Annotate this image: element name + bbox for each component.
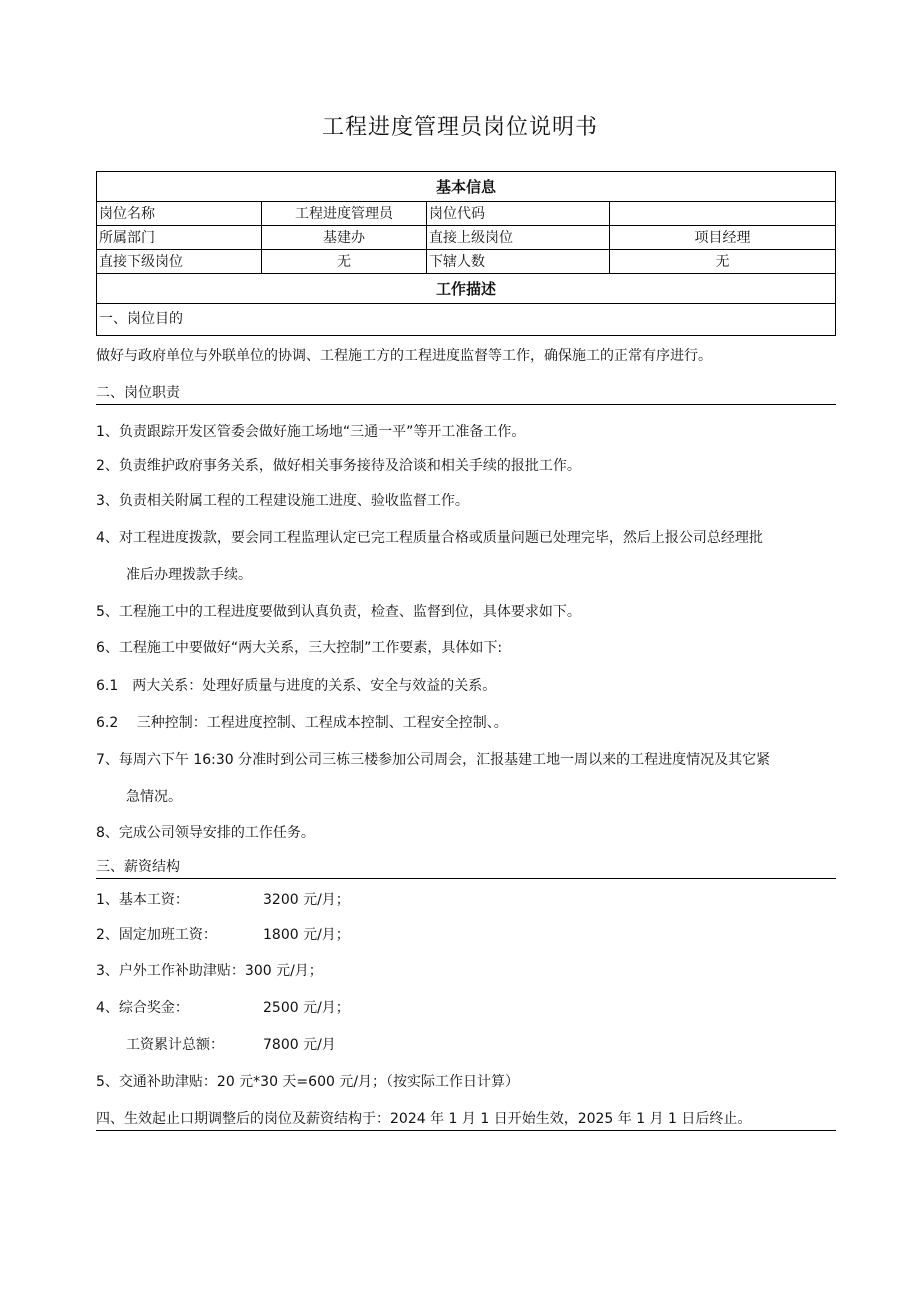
list-item: 8、完成公司领导安排的工作任务。 xyxy=(96,825,315,841)
list-item: 4、对工程进度拨款，要会同工程监理认定已完工程质量合格或质量问题已处理完毕，然后上报公司总经理批 xyxy=(96,530,763,546)
salary-item-label: 2、固定加班工资： xyxy=(96,927,217,943)
list-item-continuation: 急情况。 xyxy=(126,789,182,805)
salary-item-label: 5、交通补助津贴：20 元*30 天=600 元/月；（按实际工作日计算） xyxy=(96,1074,520,1090)
divider xyxy=(96,404,836,405)
salary-item-amount: 3200 元/月； xyxy=(263,892,350,908)
salary-item-amount: 1800 元/月； xyxy=(263,927,350,943)
salary-item-label: 3、户外工作补助津贴：300 元/月； xyxy=(96,963,323,979)
list-item: 6.1 两大关系：处理好质量与进度的关系、安全与效益的关系。 xyxy=(96,678,497,694)
purpose-label: 一、岗位目的 xyxy=(97,304,836,336)
table-cell-label: 岗位代码 xyxy=(427,202,610,226)
divider xyxy=(96,878,836,879)
table-cell-label: 所属部门 xyxy=(97,226,262,250)
salary-item-amount: 2500 元/月； xyxy=(263,1000,350,1016)
duties-heading: 二、岗位职责 xyxy=(96,385,180,401)
divider xyxy=(96,1130,836,1131)
salary-total-amount: 7800 元/月 xyxy=(263,1037,336,1053)
list-item: 6.2 三种控制：工程进度控制、工程成本控制、工程安全控制、。 xyxy=(96,715,508,731)
table-cell-label: 直接下级岗位 xyxy=(97,250,262,274)
purpose-text: 做好与政府单位与外联单位的协调、工程施工方的工程进度监督等工作，确保施工的正常有序进行。 xyxy=(96,348,712,364)
table-cell-value xyxy=(610,202,836,226)
salary-item-label: 4、综合奖金： xyxy=(96,1000,189,1016)
basic-info-table xyxy=(96,171,836,336)
table-cell-label: 直接上级岗位 xyxy=(427,226,610,250)
list-item: 3、负责相关附属工程的工程建设施工进度、验收监督工作。 xyxy=(96,493,469,509)
table-cell-value: 工程进度管理员 xyxy=(262,202,427,226)
salary-total-label: 工资累计总额： xyxy=(126,1037,224,1053)
table-cell-value: 基建办 xyxy=(262,226,427,250)
basic-info-header: 基本信息 xyxy=(97,172,836,202)
list-item: 1、负责跟踪开发区管委会做好施工场地“三通一平”等开工准备工作。 xyxy=(96,424,526,440)
list-item: 2、负责维护政府事务关系，做好相关事务接待及洽谈和相关手续的报批工作。 xyxy=(96,458,581,474)
salary-heading: 三、薪资结构 xyxy=(96,859,180,875)
list-item-continuation: 准后办理拨款手续。 xyxy=(126,567,252,583)
list-item: 7、每周六下午 16:30 分准时到公司三栋三楼参加公司周会，汇报基建工地一周以来的工程进度情况及其它紧 xyxy=(96,752,771,768)
effective-period: 四、生效起止口期调整后的岗位及薪资结构于：2024 年 1 月 1 日开始生效，2025 年 1 月 1 日后终止。 xyxy=(96,1111,752,1127)
table-cell-value: 无 xyxy=(262,250,427,274)
page-title: 工程进度管理员岗位说明书 xyxy=(321,115,598,140)
table-cell-value: 项目经理 xyxy=(610,226,836,250)
salary-item-label: 1、基本工资： xyxy=(96,892,189,908)
table-cell-label: 下辖人数 xyxy=(427,250,610,274)
work-desc-header: 工作描述 xyxy=(97,274,836,304)
table-cell-value: 无 xyxy=(610,250,836,274)
list-item: 6、工程施工中要做好“两大关系，三大控制”工作要素，具体如下: xyxy=(96,640,503,656)
table-cell-label: 岗位名称 xyxy=(97,202,262,226)
list-item: 5、工程施工中的工程进度要做到认真负责，检查、监督到位，具体要求如下。 xyxy=(96,604,581,620)
